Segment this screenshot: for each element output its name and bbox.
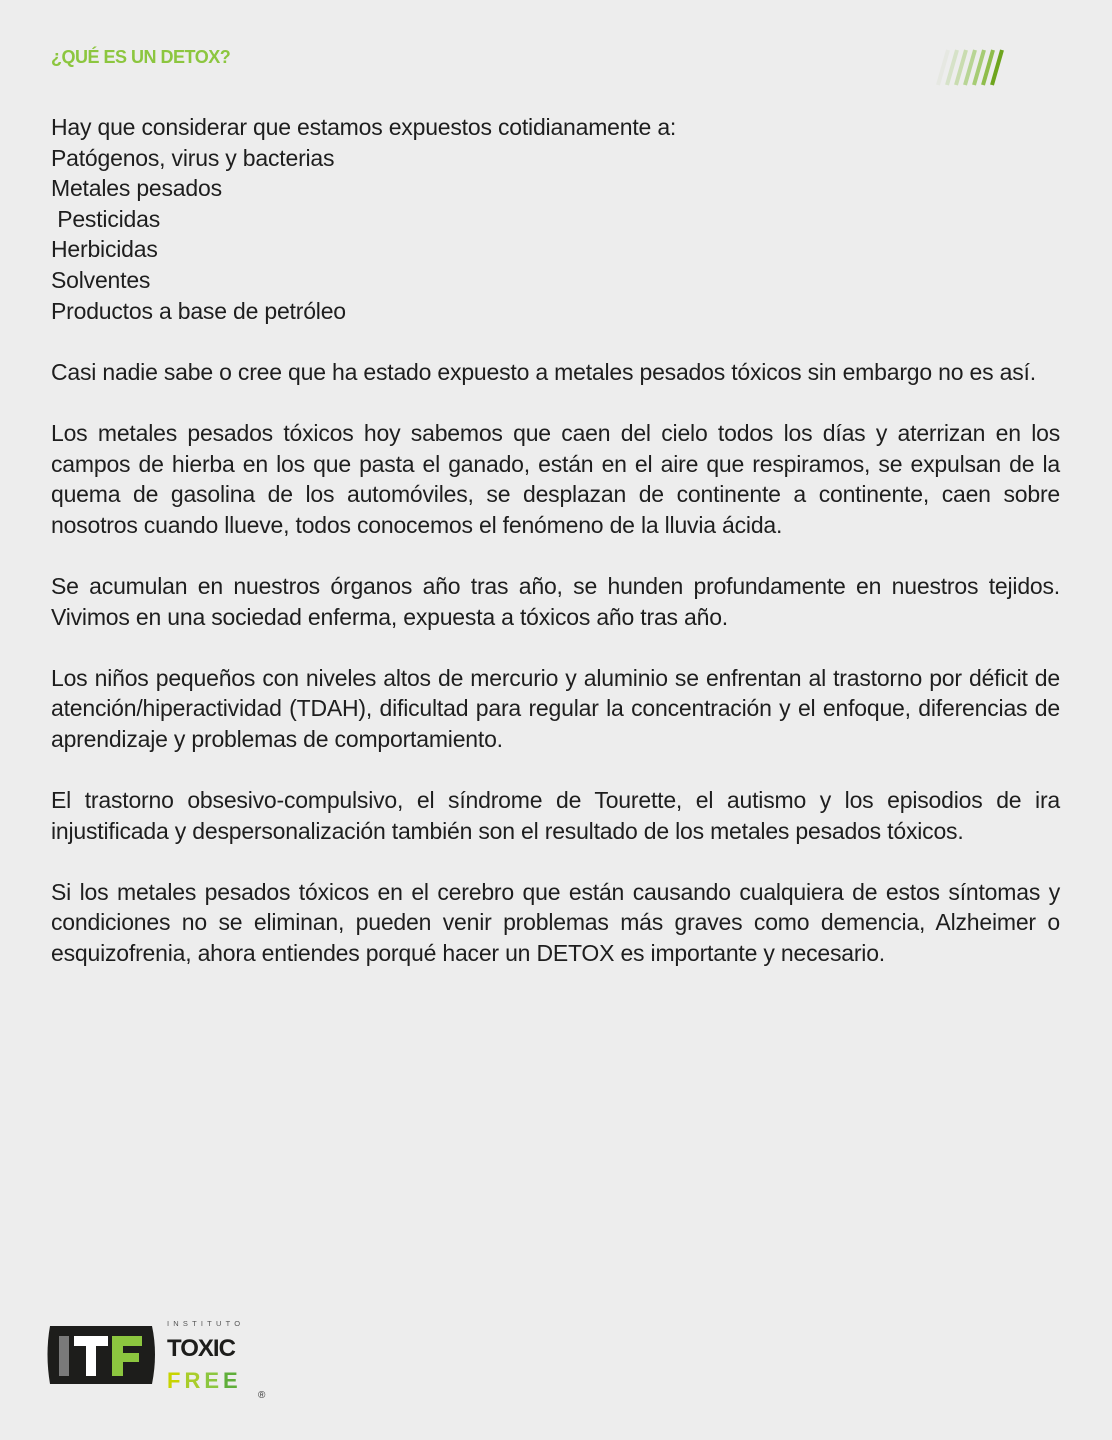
paragraph: Los metales pesados tóxicos hoy sabemos que caen del cielo todos los días y aterrizan en los campos de hierba en los que pasta el ganado, están en el aire que respiramos, se expulsan de la quema de gasolina de los automóviles, se desplazan de continente a continente, caen sobre nosotros cuando llueve, todos conocemos el fenómeno de la lluvia ácida. — [51, 419, 1060, 538]
intro-lead: Hay que considerar que estamos expuestos cotidianamente a: — [51, 114, 677, 140]
paragraph: Los niños pequeños con niveles altos de mercurio y aluminio se enfrentan al trastorno por déficit de atención/hiperactividad (TDAH), dificultad para regular la concentración y el enfoque, diferencias de aprendizaje y problemas de comportamiento. — [51, 664, 1060, 752]
logo-free: FREE — [167, 1368, 242, 1393]
toxic-free-logo — [46, 1318, 276, 1402]
logo-instituto: INSTITUTO — [167, 1319, 245, 1328]
list-item: Pesticidas — [51, 205, 161, 232]
logo-registered: ® — [258, 1390, 266, 1401]
paragraph: Casi nadie sabe o cree que ha estado expuesto a metales pesados tóxicos sin embargo no es así. — [51, 358, 1036, 385]
paragraph: Se acumulan en nuestros órganos año tras año, se hunden profundamente en nuestros tejidos. Vivimos en una sociedad enferma, expuesta a tóxicos año tras año. — [51, 572, 1060, 630]
green-slashes-icon — [920, 48, 1065, 88]
list-item: Patógenos, virus y bacterias — [51, 144, 335, 171]
page-title: ¿QUÉ ES UN DETOX? — [51, 47, 231, 67]
list-item: Herbicidas — [51, 236, 158, 263]
logo-toxic: TOXIC — [167, 1335, 235, 1362]
list-item: Solventes — [51, 266, 151, 293]
document-body — [51, 112, 1060, 999]
list-item: Metales pesados — [51, 175, 222, 202]
list-item: Productos a base de petróleo — [51, 297, 346, 324]
paragraph: Si los metales pesados tóxicos en el cerebro que están causando cualquiera de estos síntomas y condiciones no se eliminan, pueden venir problemas más graves como demencia, Alzheimer o esquizofrenia, ahora entiendes porqué hacer un DETOX es importante y necesario. — [51, 878, 1060, 967]
intro-list — [51, 112, 1060, 326]
paragraph: El trastorno obsesivo-compulsivo, el síndrome de Tourette, el autismo y los episodios de ira injustificada y despersonalización también son el resultado de los metales pesados tóxicos. — [51, 787, 1060, 844]
